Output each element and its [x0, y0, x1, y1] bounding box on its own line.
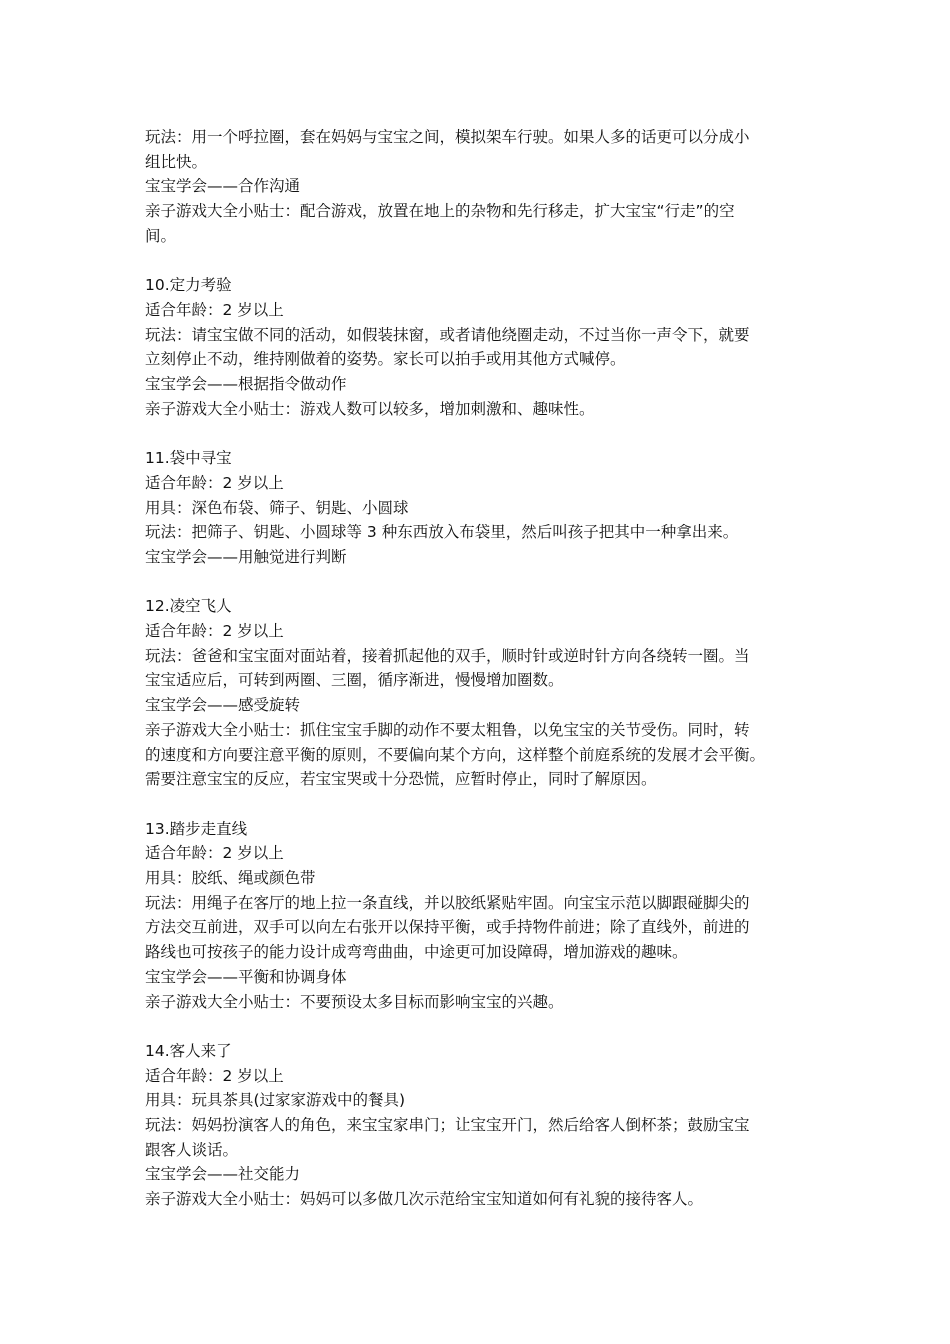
learn-text: 宝宝学会——根据指令做动作	[145, 375, 347, 394]
document-page	[145, 125, 810, 1212]
learn-text: 宝宝学会——平衡和协调身体	[145, 967, 347, 986]
play-text: 组比快。	[145, 152, 208, 171]
age-text: 适合年龄：2 岁以上	[145, 622, 284, 641]
tip-text: 亲子游戏大全小贴士：抓住宝宝手脚的动作不要太粗鲁，以免宝宝的关节受伤。同时，转	[145, 720, 750, 739]
game-title: 10.定力考验	[145, 276, 232, 295]
play-text: 立刻停止不动，维持刚做着的姿势。家长可以拍手或用其他方式喊停。	[145, 350, 626, 369]
play-text: 玩法：爸爸和宝宝面对面站着，接着抓起他的双手，顺时针或逆时针方向各绕转一圈。当	[145, 646, 750, 665]
tip-text: 亲子游戏大全小贴士：游戏人数可以较多，增加刺激和、趣味性。	[145, 399, 595, 418]
tools-text: 用具：深色布袋、筛子、钥匙、小圆球	[145, 498, 409, 517]
play-text: 玩法：请宝宝做不同的活动，如假装抹窗，或者请他绕圈走动，不过当你一声令下，就要	[145, 325, 750, 344]
play-text: 跟客人谈话。	[145, 1140, 239, 1159]
learn-text: 宝宝学会——社交能力	[145, 1165, 301, 1184]
game-title: 12.凌空飞人	[145, 597, 232, 616]
play-text: 玩法：用一个呼拉圈，套在妈妈与宝宝之间，模拟架车行驶。如果人多的话更可以分成小	[145, 128, 750, 146]
play-text: 玩法：用绳子在客厅的地上拉一条直线，并以胶纸紧贴牢固。向宝宝示范以脚跟碰脚尖的	[145, 893, 750, 912]
tip-text: 亲子游戏大全小贴士：配合游戏，放置在地上的杂物和先行移走，扩大宝宝“行走”的空	[145, 202, 735, 221]
tip-text: 亲子游戏大全小贴士：妈妈可以多做几次示范给宝宝知道如何有礼貌的接待客人。	[145, 1190, 704, 1209]
play-text: 路线也可按孩子的能力设计成弯弯曲曲，中途更可加设障碍，增加游戏的趣味。	[145, 943, 688, 962]
game-title: 11.袋中寻宝	[145, 449, 232, 468]
tools-text: 用具：玩具茶具(过家家游戏中的餐具)	[145, 1091, 406, 1110]
tools-text: 用具：胶纸、绳或颜色带	[145, 869, 316, 888]
tip-text: 间。	[145, 226, 177, 245]
tip-text: 亲子游戏大全小贴士：不要预设太多目标而影响宝宝的兴趣。	[145, 992, 564, 1011]
play-text: 玩法：把筛子、钥匙、小圆球等 3 种东西放入布袋里，然后叫孩子把其中一种拿出来。	[145, 523, 739, 542]
tip-text: 的速度和方向要注意平衡的原则，不要偏向某个方向，这样整个前庭系统的发展才会平衡。	[145, 745, 766, 764]
learn-text: 宝宝学会——感受旋转	[145, 696, 301, 715]
learn-text: 宝宝学会——用触觉进行判断	[145, 547, 347, 566]
age-text: 适合年龄：2 岁以上	[145, 844, 284, 863]
tip-text: 需要注意宝宝的反应，若宝宝哭或十分恐慌，应暂时停止，同时了解原因。	[145, 770, 657, 789]
age-text: 适合年龄：2 岁以上	[145, 1066, 284, 1085]
age-text: 适合年龄：2 岁以上	[145, 300, 284, 319]
game-title: 13.踏步走直线	[145, 819, 248, 838]
play-text: 宝宝适应后，可转到两圈、三圈，循序渐进，慢慢增加圈数。	[145, 671, 564, 690]
play-text: 玩法：妈妈扮演客人的角色，来宝宝家串门；让宝宝开门，然后给客人倒杯茶；鼓励宝宝	[145, 1116, 750, 1135]
play-text: 方法交互前进，双手可以向左右张开以保持平衡，或手持物件前进；除了直线外，前进的	[145, 918, 750, 937]
learn-text: 宝宝学会——合作沟通	[145, 177, 301, 196]
age-text: 适合年龄：2 岁以上	[145, 473, 284, 492]
game-title: 14.客人来了	[145, 1041, 232, 1060]
